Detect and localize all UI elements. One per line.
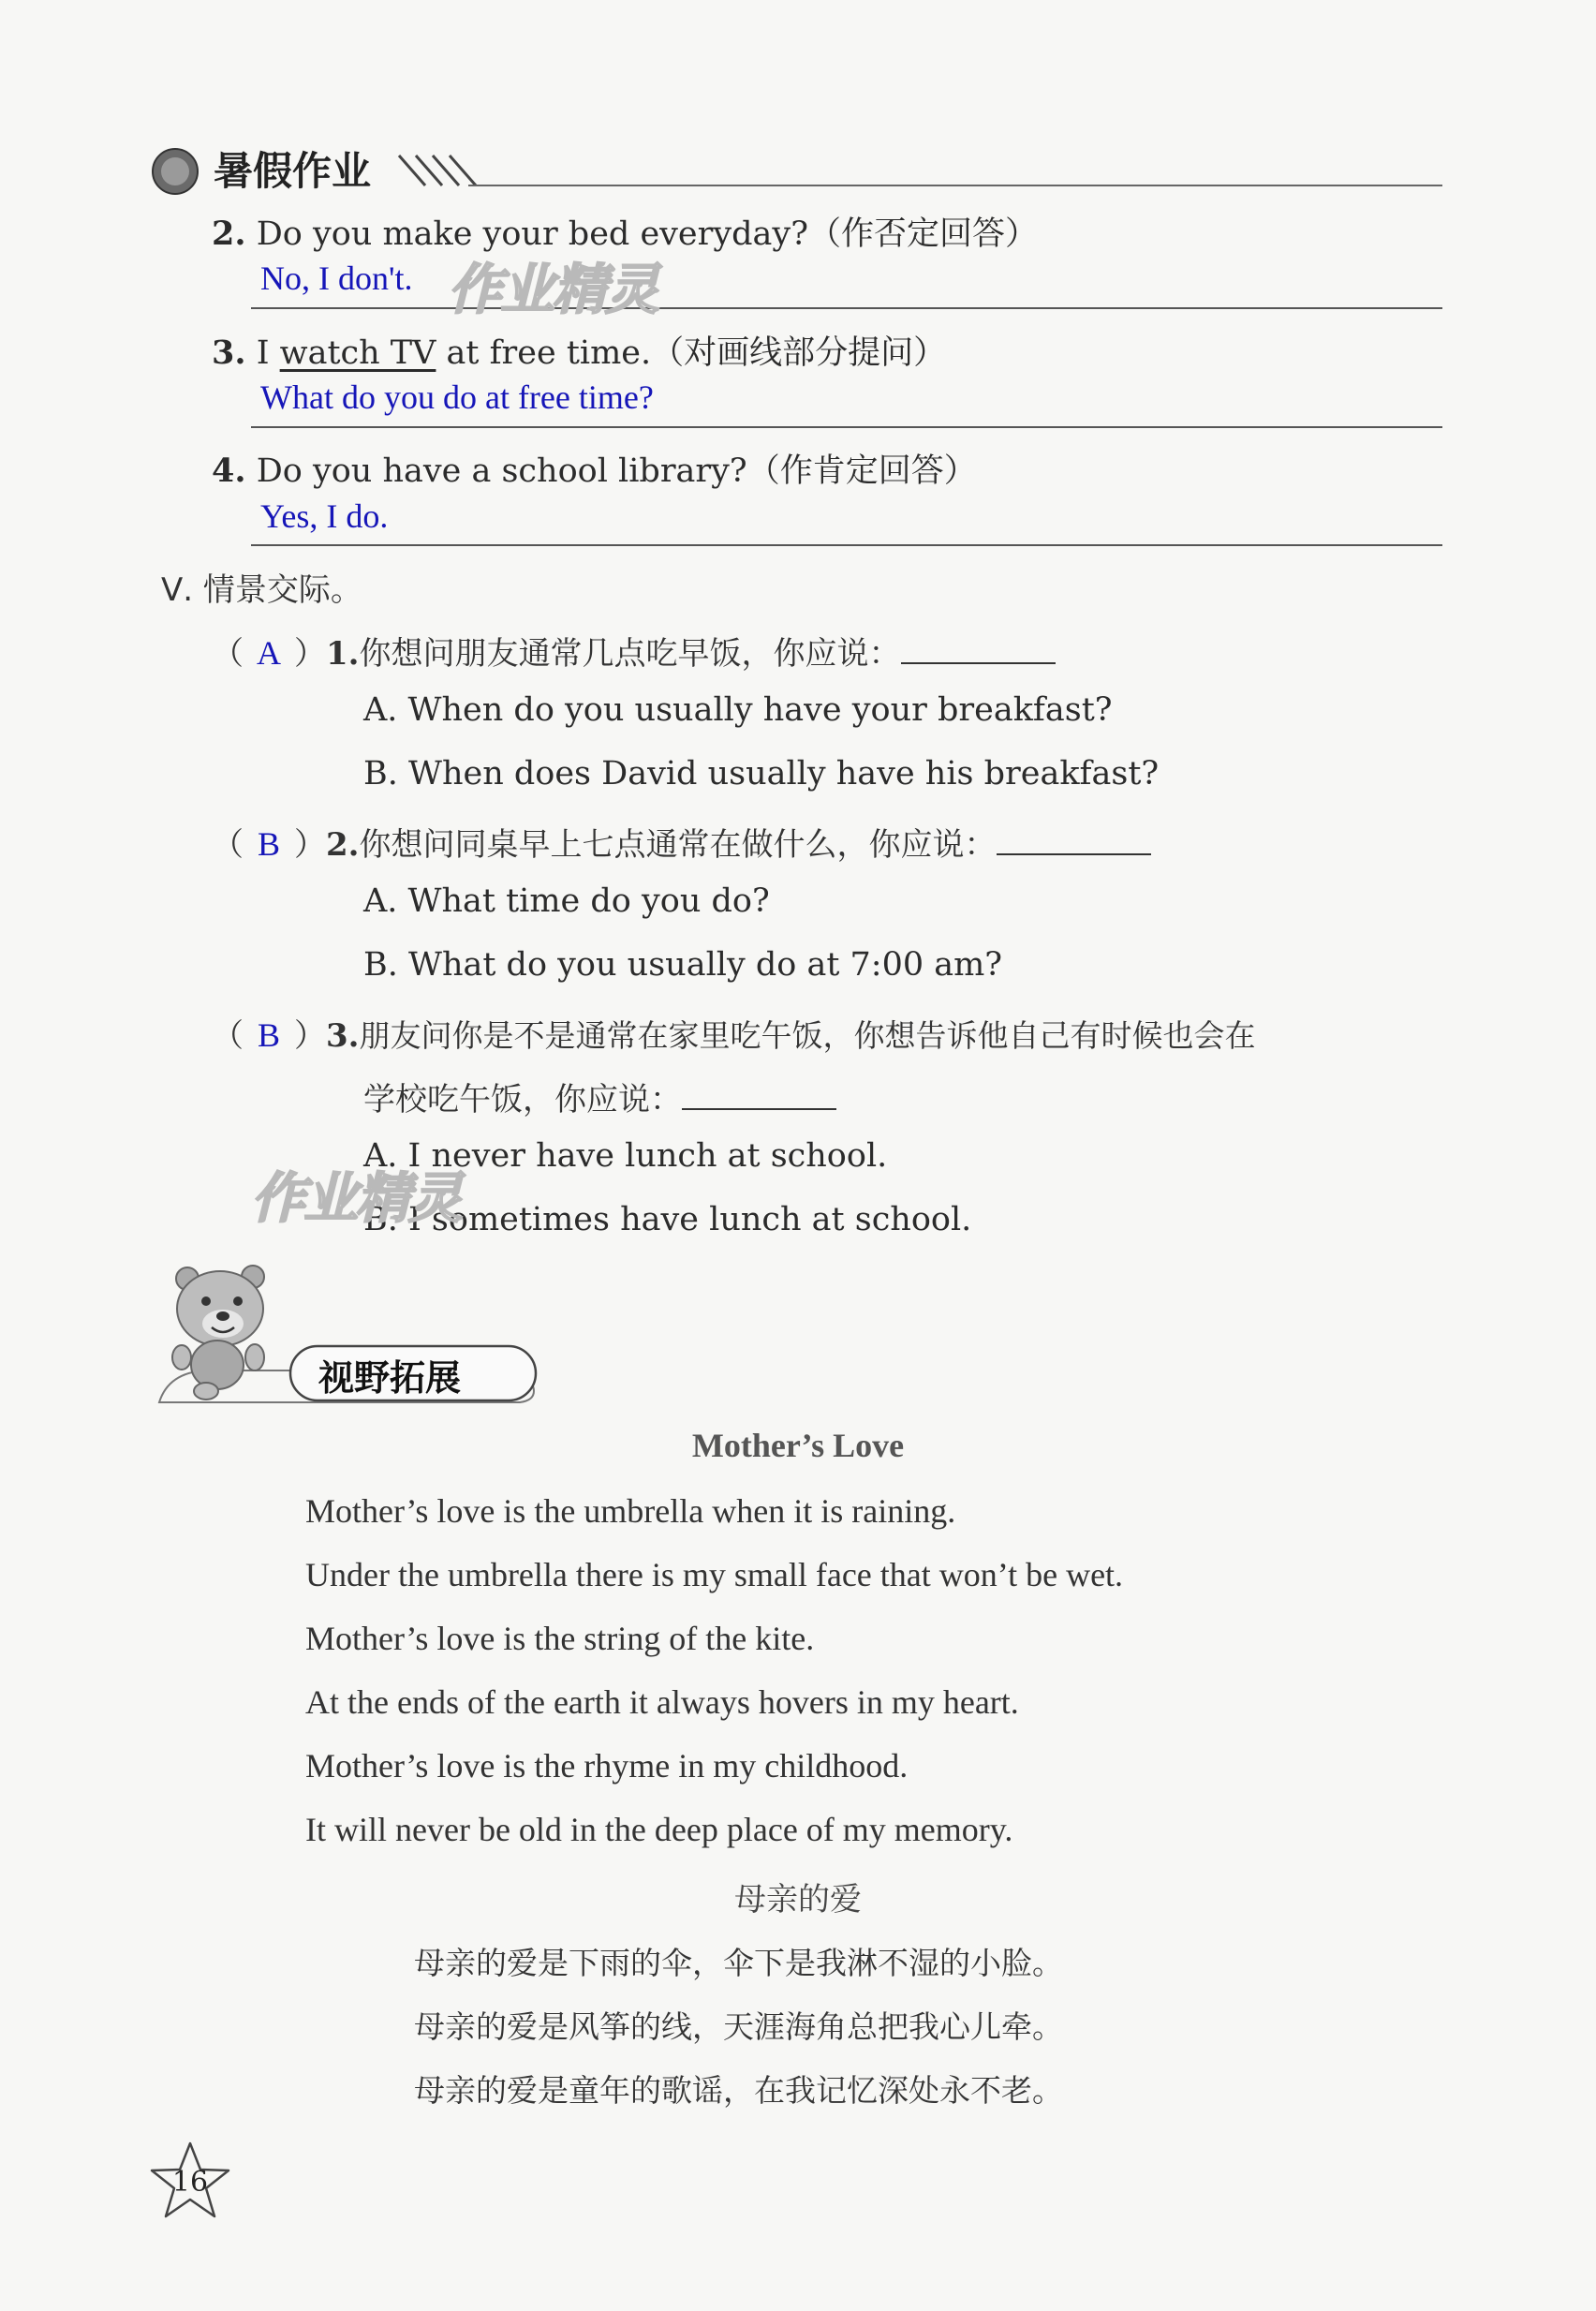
poem-cn-line: 母亲的爱是童年的歌谣，在我记忆深处永不老。	[414, 2072, 1063, 2109]
answer-line	[251, 544, 1442, 546]
bracket-open: （	[212, 826, 244, 864]
item-prompt: 你想问同桌早上七点通常在做什么，你应说：	[359, 826, 997, 864]
question-number: 3.	[212, 333, 246, 372]
header-rule	[468, 185, 1442, 186]
answer-text: Yes, I do.	[260, 497, 389, 535]
page-number: 16	[171, 2166, 209, 2199]
answer-bracket	[212, 819, 1151, 865]
question-number: 4.	[212, 452, 246, 490]
watermark: 作业精灵	[448, 258, 658, 321]
question-text: Do you have a school library?（作肯定回答）	[256, 452, 977, 490]
option-a: A. I never have lunch at school.	[363, 1137, 888, 1175]
banner-title: 视野拓展	[318, 1357, 462, 1399]
poem-cn-line: 母亲的爱是下雨的伞，伞下是我淋不湿的小脸。	[414, 1945, 1063, 1981]
item-prompt: 你想问朋友通常几点吃早饭，你应说：	[359, 635, 901, 673]
poem-title: Mother’s Love	[691, 1427, 905, 1464]
answer-line	[251, 307, 1442, 309]
choice-answer: A	[257, 634, 281, 672]
header-title: 暑假作业	[214, 148, 372, 194]
question-number: 2.	[212, 215, 246, 253]
item-number: 3.	[326, 1017, 360, 1055]
poem-line: Under the umbrella there is my small face that won’t be wet.	[305, 1556, 1124, 1593]
poem-line: At the ends of the earth it always hovers in my heart.	[305, 1683, 1019, 1721]
item-prompt: 朋友问你是不是通常在家里吃午饭，你想告诉他自己有时候也会在	[359, 1017, 1256, 1054]
answer-bracket	[212, 628, 1056, 674]
question-text: Do you make your bed everyday?（作否定回答）	[256, 215, 1038, 253]
item-number: 2.	[326, 826, 360, 864]
option-b: B. When does David usually have his breakfast?	[363, 755, 1160, 793]
poem-line: It will never be old in the deep place of my memory.	[305, 1811, 1013, 1848]
item-prompt-line2	[363, 1074, 836, 1119]
poem-line: Mother’s love is the string of the kite.	[305, 1620, 815, 1657]
poem-cn-line: 母亲的爱是风筝的线，天涯海角总把我心儿牵。	[414, 2008, 1063, 2045]
blank-line	[997, 827, 1151, 855]
answer-text: No, I don't.	[260, 259, 413, 297]
header-circle-icon	[150, 146, 200, 197]
option-b: B. What do you usually do at 7:00 am?	[363, 946, 1003, 984]
bracket-close: ）	[294, 635, 326, 673]
underlined-phrase: watch TV	[279, 334, 436, 372]
poem-cn-title: 母亲的爱	[734, 1881, 862, 1918]
answer-line	[251, 426, 1442, 428]
option-b: B. I sometimes have lunch at school.	[363, 1201, 972, 1238]
bracket-close: ）	[294, 1017, 326, 1055]
item-prompt-cont: 学校吃午饭，你应说：	[363, 1081, 682, 1118]
choice-answer: B	[257, 1016, 280, 1054]
option-a: A. What time do you do?	[363, 882, 770, 920]
bracket-close: ）	[294, 826, 326, 864]
poem-line: Mother’s love is the rhyme in my childhood.	[305, 1747, 909, 1785]
question-text-post: at free time.（对画线部分提问）	[436, 334, 947, 372]
header-slash-icon	[392, 152, 485, 189]
watermark: 作业精灵	[251, 1166, 462, 1230]
bracket-open: （	[212, 1017, 244, 1055]
poem-line: Mother’s love is the umbrella when it is raining.	[305, 1492, 956, 1530]
choice-answer: B	[257, 825, 280, 863]
item-number: 1.	[326, 635, 360, 673]
section-title: Ⅴ. 情景交际。	[161, 571, 362, 609]
bracket-open: （	[212, 635, 244, 673]
blank-line	[682, 1082, 836, 1110]
blank-line	[901, 636, 1056, 664]
option-a: A. When do you usually have your breakfast?	[363, 691, 1113, 729]
answer-text: What do you do at free time?	[260, 378, 654, 416]
answer-bracket	[212, 1010, 1256, 1056]
question-text-pre: I	[256, 334, 280, 372]
